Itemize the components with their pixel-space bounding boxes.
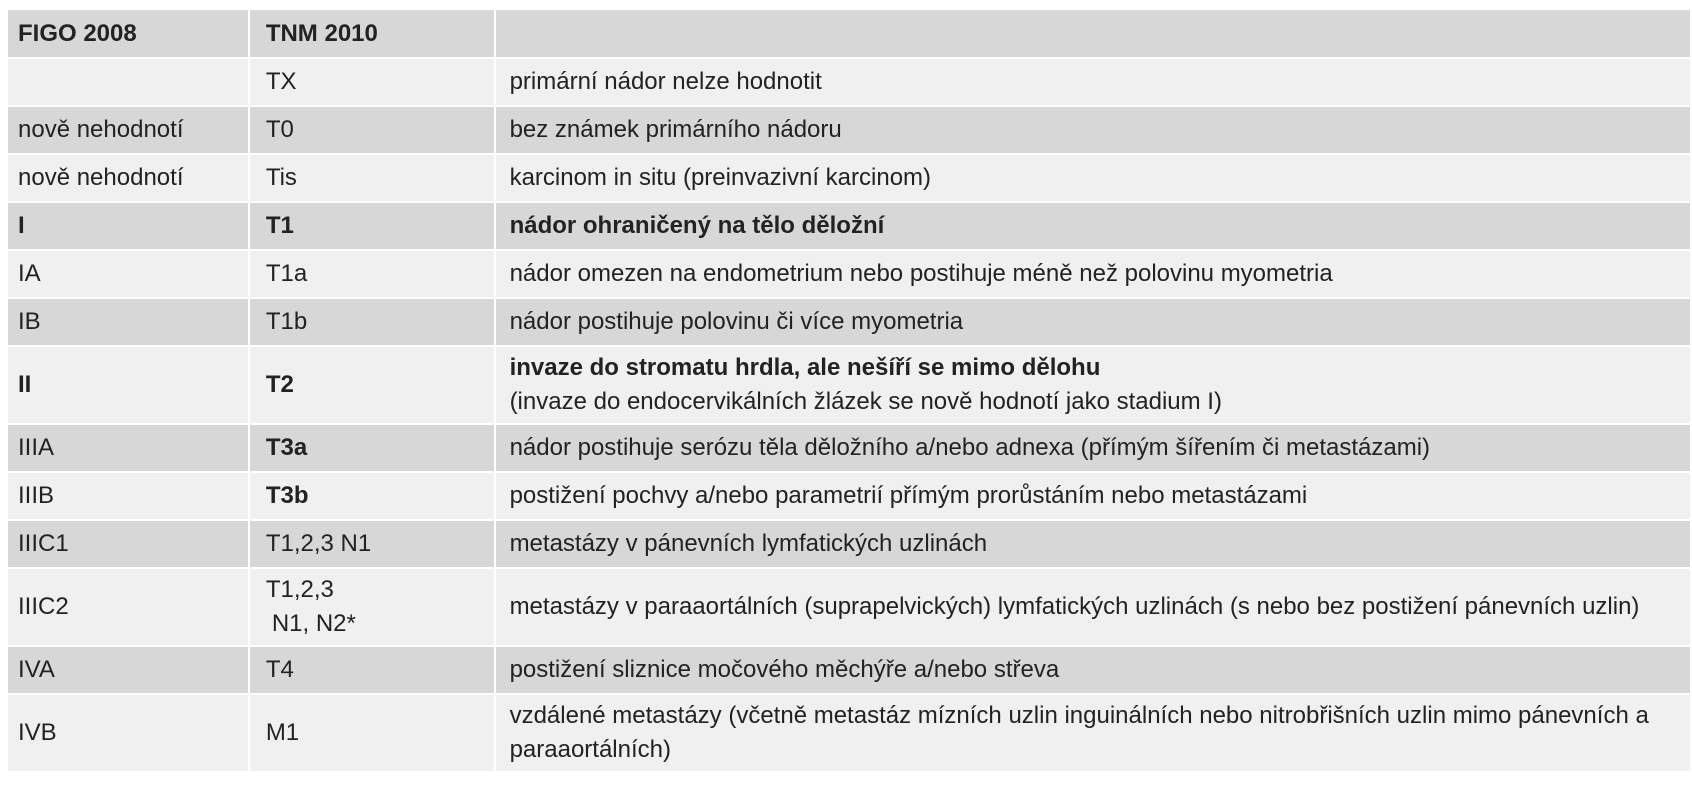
- tnm-line-1: T1,2,3: [265, 576, 334, 603]
- figo-cell: IIIC2: [7, 568, 249, 646]
- description-cell: metastázy v pánevních lymfatických uzlinách: [495, 520, 1691, 568]
- table-row: [7, 520, 1691, 568]
- figo-cell: IVA: [7, 646, 249, 694]
- description-cell: metastázy v paraaortálních (suprapelvických) lymfatických uzlinách (s nebo bez postižení pánevních uzlin): [495, 568, 1691, 646]
- tnm-cell: T1a: [249, 250, 495, 298]
- tnm-cell: T3a: [249, 424, 495, 472]
- figo-cell: IB: [7, 298, 249, 346]
- figo-cell: nově nehodnotí: [7, 106, 249, 154]
- figo-cell: II: [7, 346, 249, 424]
- table-row: [7, 154, 1691, 202]
- description-cell: nádor postihuje serózu těla děložního a/nebo adnexa (přímým šířením či metastázami): [495, 424, 1691, 472]
- tnm-cell: M1: [249, 694, 495, 772]
- table-row: [7, 202, 1691, 250]
- figo-cell: nově nehodnotí: [7, 154, 249, 202]
- table-row: [7, 472, 1691, 520]
- description-cell: [495, 346, 1691, 424]
- staging-table-container: [6, 8, 1692, 773]
- figo-cell: IIIC1: [7, 520, 249, 568]
- description-cell: nádor postihuje polovinu či více myometria: [495, 298, 1691, 346]
- description-cell: karcinom in situ (preinvazivní karcinom): [495, 154, 1691, 202]
- tnm-line-2: N1, N2*: [271, 610, 356, 637]
- table-row: [7, 106, 1691, 154]
- header-figo: FIGO 2008: [7, 9, 249, 58]
- description-cell: primární nádor nelze hodnotit: [495, 58, 1691, 106]
- tnm-cell: T3b: [249, 472, 495, 520]
- table-row: [7, 646, 1691, 694]
- table-row: [7, 298, 1691, 346]
- description-main: invaze do stromatu hrdla, ale nešíří se mimo dělohu: [509, 354, 1101, 381]
- tnm-cell: T1,2,3 N1: [249, 520, 495, 568]
- table-row: [7, 424, 1691, 472]
- table-row: [7, 58, 1691, 106]
- tnm-cell: T2: [249, 346, 495, 424]
- description-cell: nádor ohraničený na tělo děložní: [495, 202, 1691, 250]
- header-tnm: TNM 2010: [249, 9, 495, 58]
- tnm-cell: T4: [249, 646, 495, 694]
- tnm-cell: T1: [249, 202, 495, 250]
- tnm-cell: TX: [249, 58, 495, 106]
- tnm-cell: Tis: [249, 154, 495, 202]
- figo-cell: I: [7, 202, 249, 250]
- figo-tnm-staging-table: [6, 8, 1692, 773]
- figo-cell: [7, 58, 249, 106]
- table-header-row: [7, 9, 1691, 58]
- figo-cell: IIIA: [7, 424, 249, 472]
- figo-cell: IIIB: [7, 472, 249, 520]
- description-cell: postižení sliznice močového měchýře a/nebo střeva: [495, 646, 1691, 694]
- description-note: (invaze do endocervikálních žlázek se nově hodnotí jako stadium I): [509, 388, 1222, 415]
- description-cell: bez známek primárního nádoru: [495, 106, 1691, 154]
- table-row: [7, 250, 1691, 298]
- tnm-cell: T0: [249, 106, 495, 154]
- table-row: [7, 346, 1691, 424]
- figo-cell: IVB: [7, 694, 249, 772]
- description-cell: postižení pochvy a/nebo parametrií přímým prorůstáním nebo metastázami: [495, 472, 1691, 520]
- table-row: [7, 694, 1691, 772]
- tnm-cell: T1b: [249, 298, 495, 346]
- figo-cell: IA: [7, 250, 249, 298]
- tnm-cell: [249, 568, 495, 646]
- description-cell: vzdálené metastázy (včetně metastáz mízních uzlin inguinálních nebo nitrobřišních uzlin mimo pánevních a paraaortálních): [495, 694, 1691, 772]
- description-cell: nádor omezen na endometrium nebo postihuje méně než polovinu myometria: [495, 250, 1691, 298]
- header-description: [495, 9, 1691, 58]
- table-row: [7, 568, 1691, 646]
